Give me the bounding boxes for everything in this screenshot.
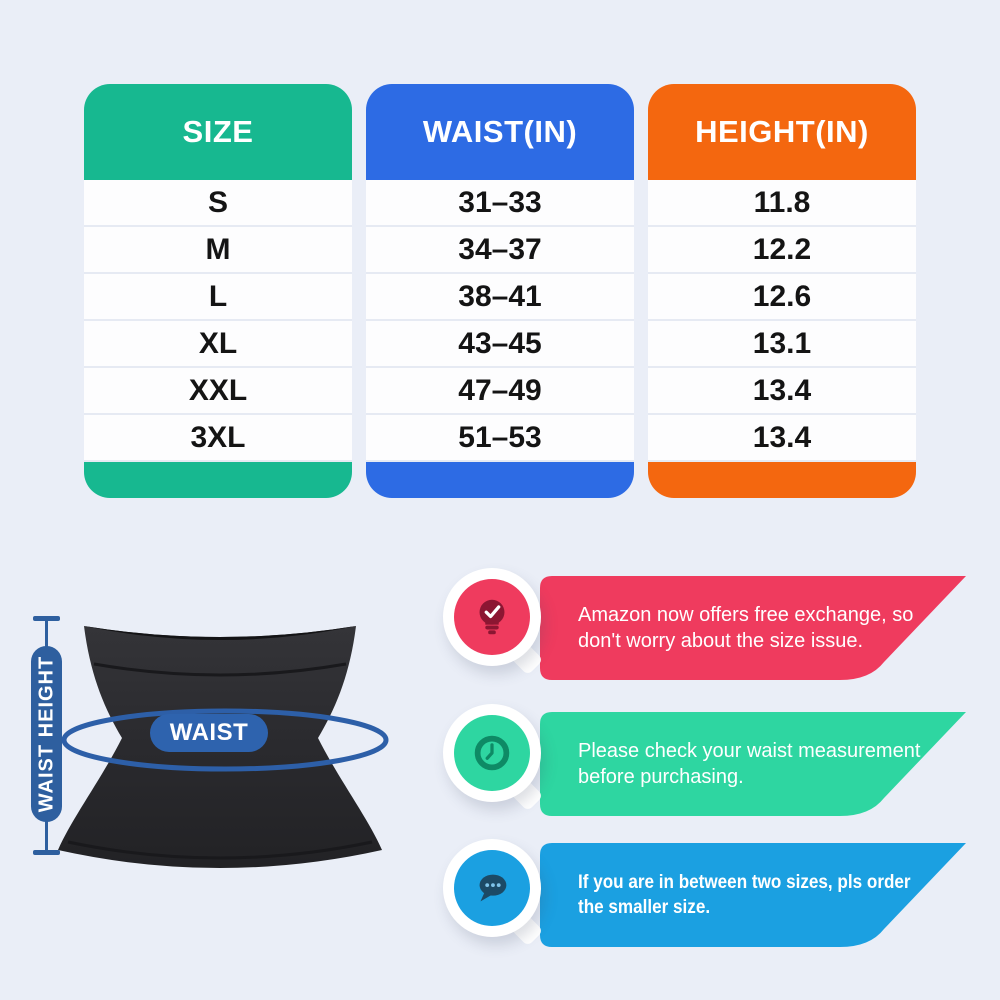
table-cell-waist: 34–37 [366, 227, 634, 274]
table-cell-height: 13.4 [648, 415, 916, 462]
size-table-column-size [84, 84, 352, 498]
table-cell-waist: 38–41 [366, 274, 634, 321]
callout-text: If you are in between two sizes, pls order the smaller size. [578, 871, 911, 918]
table-cell-height: 13.1 [648, 321, 916, 368]
lightbulb-badge [443, 568, 541, 666]
waist-tag-label: WAIST [150, 714, 268, 752]
table-cell-waist: 47–49 [366, 368, 634, 415]
clock-icon [454, 715, 530, 791]
table-cell-size: M [84, 227, 352, 274]
measure-cap-bottom [33, 850, 60, 855]
column-header-waist: WAIST(IN) [366, 84, 634, 180]
table-cell-size: 3XL [84, 415, 352, 462]
chat-dots-icon [454, 850, 530, 926]
table-cell-waist: 31–33 [366, 180, 634, 227]
size-table-column-height [648, 84, 916, 498]
waist-height-measure [30, 616, 64, 856]
table-cell-size: XL [84, 321, 352, 368]
waist-height-pill [31, 646, 62, 822]
table-cell-size: L [84, 274, 352, 321]
callout-text: Please check your waist measurement before purchasing. [578, 739, 921, 788]
table-cell-size: XXL [84, 368, 352, 415]
callout-text: Amazon now offers free exchange, so don't worry about the size issue. [578, 603, 914, 652]
clock-badge [443, 704, 541, 802]
column-footer-height [648, 462, 916, 498]
column-header-height: HEIGHT(IN) [648, 84, 916, 180]
table-cell-waist: 43–45 [366, 321, 634, 368]
size-table-column-waist [366, 84, 634, 498]
table-cell-waist: 51–53 [366, 415, 634, 462]
callout-between-sizes [540, 843, 966, 947]
waist-height-label: WAIST HEIGHT [35, 655, 57, 813]
lightbulb-check-icon [454, 579, 530, 655]
callout-check-measurement [540, 712, 966, 816]
table-cell-size: S [84, 180, 352, 227]
table-cell-height: 11.8 [648, 180, 916, 227]
column-footer-waist [366, 462, 634, 498]
table-cell-height: 12.2 [648, 227, 916, 274]
callout-free-exchange [540, 576, 966, 680]
column-footer-size [84, 462, 352, 498]
measure-cap-top [33, 616, 60, 621]
chat-badge [443, 839, 541, 937]
column-header-size: SIZE [84, 84, 352, 180]
table-cell-height: 13.4 [648, 368, 916, 415]
size-table [84, 84, 916, 498]
table-cell-height: 12.6 [648, 274, 916, 321]
